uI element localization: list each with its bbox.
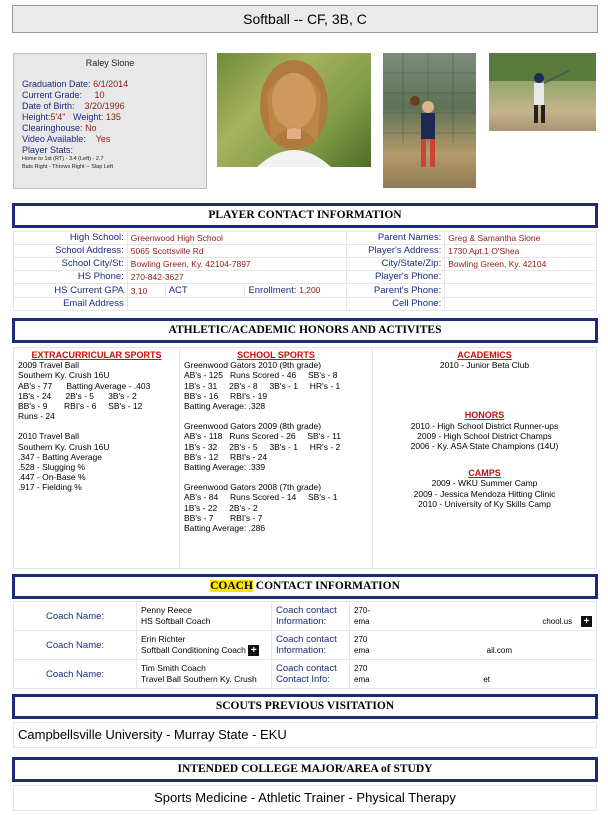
honor-line: 2010 - High School District Runner-ups	[410, 420, 559, 431]
honor-line: .447 - On-Base %	[18, 472, 86, 483]
scouts-list: Campbellsville University - Murray State - EKU	[13, 722, 597, 748]
honor-line: Batting Average: .328	[184, 401, 266, 412]
coach-role: Softball Conditioning Coach	[141, 645, 246, 655]
honor-line: Batting Average: .286	[184, 523, 266, 534]
honor-line: 1B's - 31 2B's - 8 3B's - 1 HR's - 1	[184, 380, 341, 391]
height-value: 5'4"	[50, 112, 66, 122]
page-title: Softball -- CF, 3B, C	[12, 5, 598, 33]
weight-value: 135	[105, 112, 121, 122]
city-state-value: Bowling Green, Ky. 42104	[445, 258, 597, 271]
honor-line: Batting Average: .339	[184, 462, 266, 473]
coach-email-start: ema	[354, 646, 370, 655]
graduation-label: Graduation Date:	[22, 79, 91, 89]
clearinghouse-row	[22, 123, 198, 134]
coach-email-domain: et	[483, 675, 490, 684]
dob-value: 3/20/1996	[84, 101, 125, 111]
honor-line	[184, 472, 368, 482]
coach-contact-table	[13, 601, 597, 689]
coach-name: Tim Smith Coach	[141, 663, 206, 673]
honor-line: 2009 - High School District Champs	[417, 430, 552, 441]
fielding-action-photo	[383, 53, 476, 188]
honor-line: AB's - 77 Batting Average - .403	[18, 380, 151, 391]
grade-row	[22, 90, 198, 101]
coach-name-label: Coach Name:	[14, 602, 137, 631]
player-contact-table	[13, 231, 597, 311]
hs-phone-value: 270-842-3627	[127, 271, 347, 284]
camps-lines	[377, 478, 592, 509]
honor-line	[184, 411, 368, 421]
coach-row	[14, 631, 597, 660]
graduation-value: 6/1/2014	[93, 79, 129, 89]
batting-action-photo	[489, 53, 596, 131]
coach-info-cell	[350, 631, 597, 660]
coach-email-domain: chool.us	[542, 617, 573, 626]
height-weight-row	[22, 112, 198, 123]
honor-line: AB's - 125 Runs Scored - 46 SB's - 8	[184, 370, 338, 381]
honor-line: Greenwood Gators 2010 (9th grade)	[184, 360, 322, 371]
video-label: Video Available:	[22, 134, 86, 144]
coach-name-cell	[137, 660, 272, 689]
honor-line: 1B's - 32 2B's - 5 3B's - 1 HR's - 2	[184, 441, 341, 452]
honor-line: BB's - 12 RBI's - 24	[184, 451, 268, 462]
honor-line: BB's - 16 RBI's - 19	[184, 390, 268, 401]
stats-line-2: Bats Right - Throws Right -- Slap Left	[22, 163, 113, 170]
coach-name: Erin Richter	[141, 634, 186, 644]
parent-names-label: Parent Names:	[347, 232, 445, 245]
clearinghouse-value: No	[85, 123, 97, 133]
honor-line: Southern Ky. Crush 16U	[18, 441, 110, 452]
act-label: ACT	[165, 284, 245, 298]
school-sports-column	[180, 348, 373, 568]
coach-name-cell	[137, 631, 272, 660]
graduation-row	[22, 79, 198, 90]
coach-email-start: ema	[354, 675, 370, 684]
hs-phone-label: HS Phone:	[14, 271, 128, 284]
height-label: Height:	[22, 112, 51, 122]
coach-role-row	[141, 645, 267, 656]
high-school-label: High School:	[14, 232, 128, 245]
clearinghouse-label: Clearinghouse:	[22, 123, 83, 133]
honor-line: 2009 Travel Ball	[18, 360, 79, 371]
high-school-value: Greenwood High School	[127, 232, 347, 245]
player-phone-value	[445, 271, 597, 284]
video-value: Yes	[95, 134, 111, 144]
section-header-major: INTENDED COLLEGE MAJOR/AREA of STUDY	[12, 757, 598, 782]
gpa-label: HS Current GPA	[14, 284, 128, 298]
academics-lines	[377, 360, 592, 370]
honor-line: Greenwood Gators 2008 (7th grade)	[184, 482, 322, 493]
parent-names-value: Greg & Samantha Slone	[445, 232, 597, 245]
coach-email-end	[542, 616, 592, 627]
honor-line: BB's - 9 RBI's - 6 SB's - 12	[18, 401, 143, 412]
school-city-label: School City/St:	[14, 258, 128, 271]
player-address-label: Player's Address:	[347, 245, 445, 258]
honors-lines	[377, 421, 592, 452]
honor-line: AB's - 118 Runs Scored - 26 SB's - 11	[184, 431, 341, 442]
extracurricular-lines	[18, 360, 175, 492]
honor-line: 2010 - Junior Beta Club	[439, 360, 530, 371]
coach-name-cell	[137, 602, 272, 631]
honors-grid	[13, 347, 597, 569]
honor-line: 2006 - Ky. ASA State Champions (14U)	[410, 441, 559, 452]
coach-phone: 270-	[354, 606, 371, 615]
profile-card	[13, 53, 207, 189]
honor-line: 1B's - 22 2B's - 2	[184, 502, 258, 513]
player-address-value: 1730 Apt.1 O'Shea	[445, 245, 597, 258]
camps-heading: CAMPS	[468, 468, 501, 479]
coach-info-cell	[350, 602, 597, 631]
school-city-value: Bowling Green, Ky. 42104-7897	[127, 258, 347, 271]
gpa-value: 3.10	[127, 284, 165, 298]
section-header-scouts: SCOUTS PREVIOUS VISITATION	[12, 694, 598, 719]
coach-name-label: Coach Name:	[14, 660, 137, 689]
honor-line: Runs - 24	[18, 411, 55, 422]
parent-phone-value	[445, 284, 597, 298]
dob-row	[22, 101, 198, 112]
dob-label: Date of Birth:	[22, 101, 75, 111]
player-name: Raley Slone	[85, 58, 135, 68]
stats-label: Player Stats:	[22, 145, 74, 155]
expand-plus-icon[interactable]: +	[248, 645, 259, 656]
honor-line: .917 - Fielding %	[18, 482, 82, 493]
enrollment-value: 1,200	[299, 285, 321, 295]
coach-row	[14, 660, 597, 689]
academics-column	[373, 348, 596, 568]
honor-line: BB's - 7 RBI's - 7	[184, 512, 263, 523]
stats-line-1: Home to 1st (RT) - 3.4 (Left) - 2.7	[22, 156, 104, 162]
coach-email-row	[354, 616, 592, 627]
school-sports-lines	[184, 360, 368, 533]
email-label: Email Address	[14, 298, 128, 311]
coach-row	[14, 602, 597, 631]
extracurricular-heading: EXTRACURRICULAR SPORTS	[31, 350, 162, 360]
player-portrait-photo	[217, 53, 371, 167]
email-value	[127, 298, 347, 311]
coach-name: Penny Reece	[141, 605, 193, 615]
extracurricular-column	[14, 348, 180, 568]
honor-line: 2009 - WKU Summer Camp	[431, 478, 538, 489]
coach-email-row	[354, 674, 592, 685]
section-header-contact: PLAYER CONTACT INFORMATION	[12, 203, 598, 228]
honor-line: 1B's - 24 2B's - 5 3B's - 2	[18, 390, 137, 401]
cell-phone-label: Cell Phone:	[347, 298, 445, 311]
coach-info-label: Coach contact Information:	[272, 602, 350, 631]
coach-header-rest: CONTACT INFORMATION	[252, 580, 400, 592]
coach-phone: 270	[354, 664, 368, 673]
honor-line: AB's - 84 Runs Scored - 14 SB's - 1	[184, 492, 338, 503]
school-address-label: School Address:	[14, 245, 128, 258]
player-phone-label: Player's Phone:	[347, 271, 445, 284]
weight-label: Weight:	[72, 112, 104, 122]
parent-phone-label: Parent's Phone:	[347, 284, 445, 298]
enrollment-cell	[245, 284, 347, 298]
honors-heading: HONORS	[464, 410, 505, 421]
school-address-value: 5065 Scottsville Rd	[127, 245, 347, 258]
honor-line: Southern Ky. Crush 16U	[18, 370, 110, 381]
expand-plus-icon[interactable]: +	[581, 616, 592, 627]
honor-line: 2010 - University of Ky Skills Camp	[418, 498, 551, 509]
video-row	[22, 134, 198, 145]
coach-info-label: Coach contact Information:	[272, 631, 350, 660]
coach-highlight: COACH	[210, 580, 253, 592]
honor-line: .347 - Batting Average	[18, 451, 102, 462]
school-sports-heading: SCHOOL SPORTS	[237, 350, 315, 360]
enrollment-label: Enrollment:	[248, 285, 297, 296]
honor-line: Greenwood Gators 2009 (8th grade)	[184, 421, 322, 432]
honor-line: 2009 - Jessica Mendoza Hitting Clinic	[413, 488, 556, 499]
coach-email-row	[354, 645, 592, 656]
academics-heading: ACADEMICS	[457, 350, 512, 360]
section-header-coach	[12, 574, 598, 599]
coach-phone: 270	[354, 635, 368, 644]
honor-line: 2010 Travel Ball	[18, 431, 79, 442]
city-state-label: City/State/Zip:	[347, 258, 445, 271]
coach-email-domain: ail.com	[486, 646, 512, 655]
honor-line	[18, 421, 175, 431]
cell-phone-value	[445, 298, 597, 311]
coach-info-cell	[350, 660, 597, 689]
grade-value: 10	[94, 90, 105, 100]
coach-role: Travel Ball Southern Ky. Crush	[141, 674, 257, 684]
coach-role: HS Softball Coach	[141, 616, 211, 626]
coach-email-start: ema	[354, 617, 370, 626]
grade-label: Current Grade:	[22, 90, 83, 100]
honor-line: .528 - Slugging %	[18, 462, 86, 473]
intended-major: Sports Medicine - Athletic Trainer - Physical Therapy	[13, 785, 597, 811]
coach-info-label: Coach contact Contact Info:	[272, 660, 350, 689]
section-header-honors: ATHLETIC/ACADEMIC HONORS AND ACTIVITES	[12, 318, 598, 343]
coach-name-label: Coach Name:	[14, 631, 137, 660]
